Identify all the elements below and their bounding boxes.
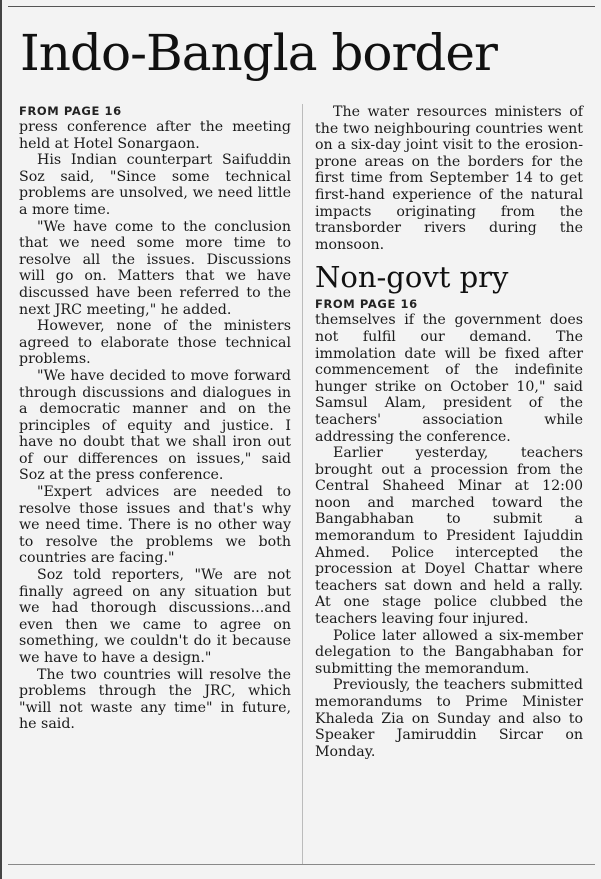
second-headline: Non-govt pry <box>315 260 509 295</box>
jump-label: FROM PAGE 16 <box>19 104 122 118</box>
column-divider <box>302 104 303 864</box>
paragraph: The water resources ministers of the two neighbouring countries went on a six-day joint visit to the erosion-prone areas on the borders for the first time from September 14 to get first-hand experience of the natural impacts originating from the transborder rivers during the monsoon. <box>315 104 583 253</box>
right-column <box>315 104 583 760</box>
paragraph: press conference after the meeting held at Hotel Sonargaon. <box>19 119 291 152</box>
paragraph: However, none of the ministers agreed to elaborate those technical problems. <box>19 318 291 368</box>
paragraph: themselves if the government does not fulfil our demand. The immolation date will be fixed after commencement of the indefinite hunger strike on October 10," said Samsul Alam, president of the teachers' association while addressing the conference. <box>315 312 583 445</box>
paragraph: Soz told reporters, "We are not finally agreed on any situation but we had thorough discussions...and even then we came to agree on something, we couldn't do it because we have to have a design." <box>19 567 291 666</box>
paragraph: His Indian counterpart Saifuddin Soz said, "Since some technical problems are unsolved, we need little a more time. <box>19 152 291 218</box>
paragraph: "We have decided to move forward through discussions and dialogues in a democratic manner and on the principles of equity and justice. I have no doubt that we shall iron out of our differences on issues," said Soz at the press conference. <box>19 367 291 484</box>
jump-label-second: FROM PAGE 16 <box>315 297 418 312</box>
paragraph: Earlier yesterday, teachers brought out a procession from the Central Shaheed Minar at 12:00 noon and marched toward the Bangabhaban to submit a memorandum to President Iajuddin Ahmed. Police intercepted the procession at Doyel Chattar where teachers sat down and held a rally. At one stage police clubbed the teachers leaving four injured. <box>315 445 583 628</box>
paragraph: Previously, the teachers submitted memorandums to Prime Minister Khaleda Zia on Sunday and also to Speaker Jamiruddin Sircar on Monday. <box>315 677 583 760</box>
left-column <box>19 104 291 733</box>
paragraph: "Expert advices are needed to resolve those issues and that's why we need time. There is no other way to resolve the problems we both countries are facing." <box>19 484 291 567</box>
paragraph: The two countries will resolve the problems through the JRC, which "will not waste any time" in future, he said. <box>19 666 291 733</box>
headline: Indo-Bangla border <box>20 24 497 82</box>
paragraph: "We have come to the conclusion that we need some more time to resolve all the issues. Discussions will go on. Matters that we have discussed have been referred to the next JRC meeting," he added. <box>19 218 291 318</box>
top-rule <box>8 6 595 7</box>
bottom-rule <box>8 864 595 865</box>
paragraph: Police later allowed a six-member delegation to the Bangabhaban for submitting the memorandum. <box>315 627 583 677</box>
